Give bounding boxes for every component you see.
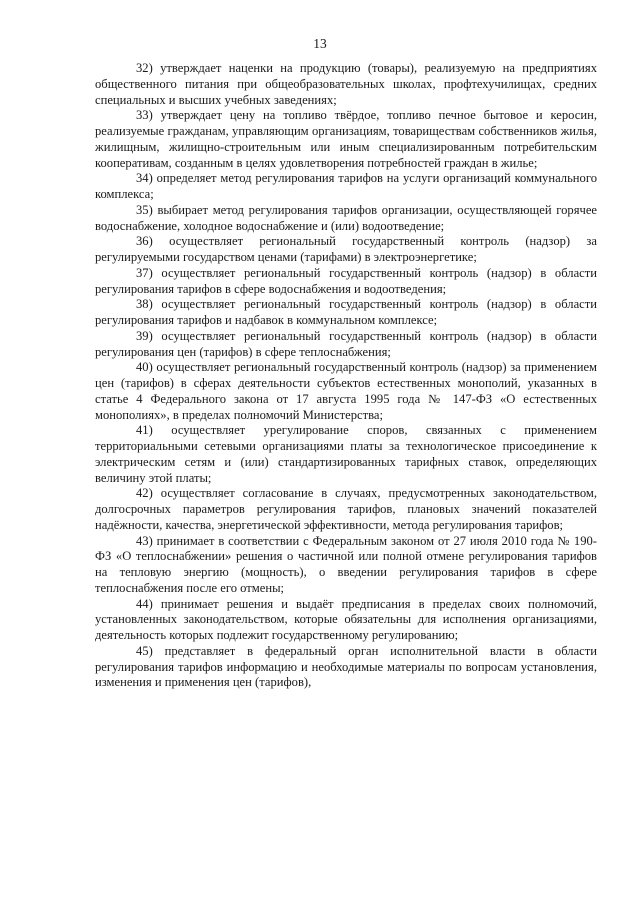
paragraph-37: 37) осуществляет региональный государственный контроль (надзор) в области регулирования тарифов в сфере водоснабжения и водоотведения; [95,265,597,296]
paragraph-32: 32) утверждает наценки на продукцию (товары), реализуемую на предприятиях общественного питания при общеобразовательных школах, профтехучилищах, средних специальных и высших учебных заведениях; [95,61,597,107]
paragraph-44: 44) принимает решения и выдаёт предписания в пределах своих полномочий, установленных законодательством, которые обязательны для исполнения организациями, деятельность которых подлежит государственному регулированию; [95,596,597,642]
paragraph-42: 42) осуществляет согласование в случаях, предусмотренных законодательством, долгосрочных параметров регулирования тарифов, плановых значений показателей надёжности, качества, энергетической эффективности, метода регулирования тарифов; [95,486,597,532]
paragraph-39: 39) осуществляет региональный государственный контроль (надзор) в области регулирования цен (тарифов) в сфере теплоснабжения; [95,328,597,359]
paragraph-34: 34) определяет метод регулирования тарифов на услуги организаций коммунального комплекса; [95,171,597,201]
page-number: 13 [313,36,327,51]
paragraph-40: 40) осуществляет региональный государственный контроль (надзор) за применением цен (тарифов) в сферах деятельности субъектов естественных монополий, указанных в статье 4 Федерального закона от 17 августа 1995 года № 147-ФЗ «О естественных монополиях», в пределах полномочий Министерства; [95,360,597,422]
paragraph-38: 38) осуществляет региональный государственный контроль (надзор) в области регулирования тарифов и надбавок в коммунальном комплексе; [95,297,597,327]
body-text [95,61,597,691]
paragraph-45: 45) представляет в федеральный орган исполнительной власти в области регулирования тарифов информацию и необходимые материалы по вопросам установления, изменения и применения цен (тарифов), [95,643,597,690]
paragraph-35: 35) выбирает метод регулирования тарифов организации, осуществляющей горячее водоснабжение, холодное водоснабжение и (или) водоотведение; [95,202,597,233]
paragraph-33: 33) утверждает цену на топливо твёрдое, топливо печное бытовое и керосин, реализуемые гражданам, управляющим организациям, товариществам собственников жилья, жилищным, жилищно-строительным или иным специализированным потребительским кооперативам, созданным в целях удовлетворения потребностей граждан в жилье; [95,108,597,170]
paragraph-43: 43) принимает в соответствии с Федеральным законом от 27 июля 2010 года № 190-ФЗ «О теплоснабжении» решения о частичной или полной отмене регулирования тарифов на тепловую энергию (мощность), о введении регулирования тарифов в сфере теплоснабжения после его отмены; [95,533,597,595]
paragraph-36: 36) осуществляет региональный государственный контроль (надзор) за регулируемыми государством ценами (тарифами) в электроэнергетике; [95,234,597,264]
paragraph-41: 41) осуществляет урегулирование споров, связанных с применением территориальными сетевыми организациями платы за технологическое присоединение к электрическим сетям и (или) стандартизированных тарифных ставок, определяющих величину этой платы; [95,423,597,485]
